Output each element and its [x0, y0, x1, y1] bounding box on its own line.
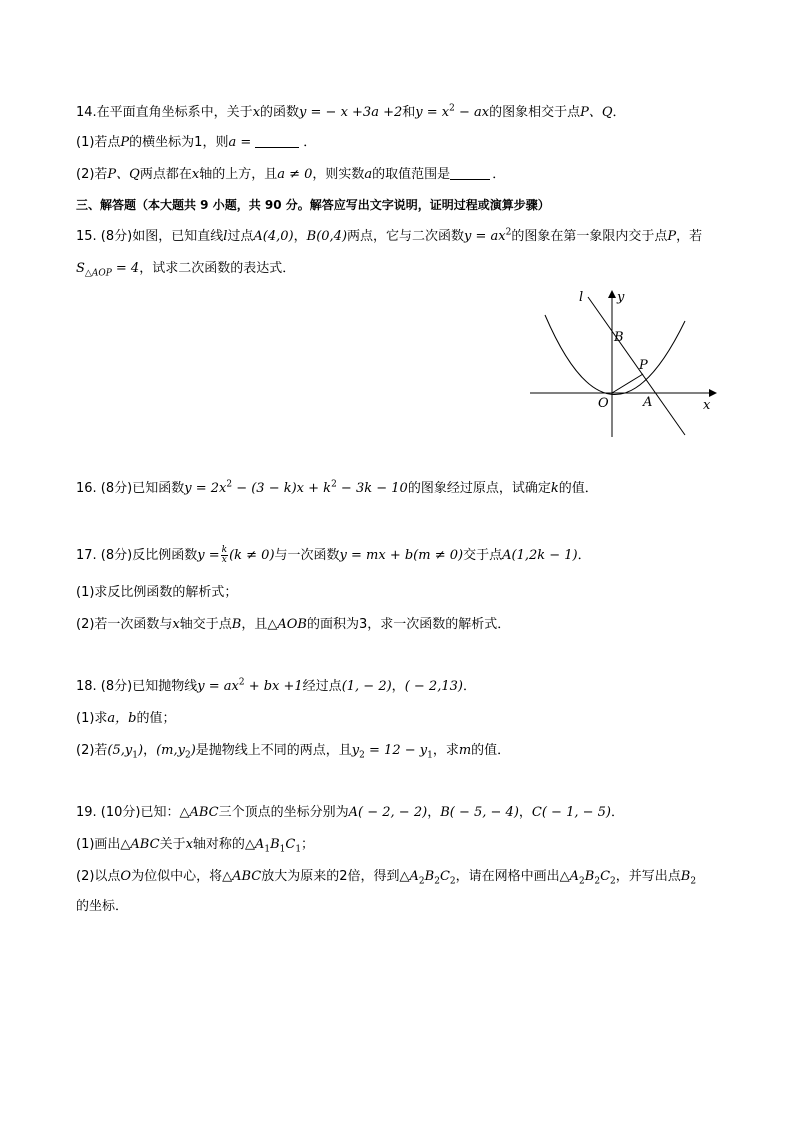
label-b: B: [614, 330, 624, 345]
q15-figure: [525, 285, 725, 445]
label-p: P: [639, 358, 648, 373]
x-axis-arrow: [709, 389, 717, 397]
q17-part1: (1)求反比例函数的解析式；: [76, 585, 238, 600]
q14-part2: (2)若P、Q两点都在x轴的上方，且a ≠ 0，则实数a的取值范围是 ．: [76, 167, 506, 182]
q14-part1: (1)若点P的横坐标为1，则a = ．: [76, 135, 317, 150]
q14-stem: 14.在平面直角坐标系中，关于x的函数y = − x +3a +2和$y = x^2$ − ax的图象相交于点P、Q．: [76, 103, 626, 120]
q15-stem: 15. (8分)如图，已知直线l过点A(4,0)，B(0,4)两点，它与二次函数$y = ax^2$的图象在第一象限内交于点P，若: [76, 227, 703, 244]
q15-stem-2: $S_{\triangle AOP} = 4$，试求二次函数的表达式．: [76, 261, 296, 279]
section-heading: 三、解答题（本大题共 9 小题，共 90 分。解答应写出文字说明，证明过程或演算步骤）: [76, 198, 550, 212]
fraction-k-over-x: $\frac{k}{x}$: [221, 545, 228, 565]
q19-stem: 19. (10分)已知：△ABC三个顶点的坐标分别为A( − 2, − 2)，B( − 5, − 4)，C( − 1, − 5)．: [76, 805, 625, 820]
q16-stem: 16. (8分)已知函数$y = 2x^2 - (3 - k)x + k^2 - 3k - 10$的图象经过原点，试确定k的值．: [76, 479, 598, 496]
q17-part2: (2)若一次函数与x轴交于点B，且△AOB的面积为3，求一次函数的解析式．: [76, 617, 511, 632]
label-o: O: [598, 396, 609, 411]
parabola-curve: [545, 315, 685, 395]
y-axis-arrow: [608, 290, 616, 298]
label-l: l: [579, 290, 584, 305]
q19-part2-cont: 的坐标．: [76, 899, 129, 914]
label-y: y: [617, 290, 625, 305]
line-l: [588, 297, 685, 435]
label-a: A: [643, 395, 653, 410]
answer-blank: [255, 135, 299, 148]
answer-blank: [450, 167, 490, 180]
q19-part2: (2)以点O为位似中心，将△ABC放大为原来的2倍，得到$\triangle A_2B_2C_2$，请在网格中画出$\triangle A_2B_2C_2$，并写出点$B_2$: [76, 869, 697, 887]
q19-part1: (1)画出△ABC关于x轴对称的$\triangle A_1B_1C_1$；: [76, 837, 315, 855]
segment-op: [612, 374, 643, 393]
q18-part1: (1)求a，b的值；: [76, 711, 176, 726]
label-x: x: [703, 398, 711, 413]
q17-stem: 17. (8分)反比例函数y = $\frac{k}{x}$ (k ≠ 0)与一次函数y = mx + b(m ≠ 0)交于点A(1,2k − 1)．: [76, 545, 591, 565]
q18-stem: 18. (8分)已知抛物线$y = ax^2$ + bx +1经过点(1, − 2)，( − 2,13)．: [76, 677, 476, 694]
q18-part2: (2)若$(5,y_1)$，$(m,y_2)$是抛物线上不同的两点，且$y_2 = 12 - y_1$，求m的值．: [76, 743, 511, 761]
